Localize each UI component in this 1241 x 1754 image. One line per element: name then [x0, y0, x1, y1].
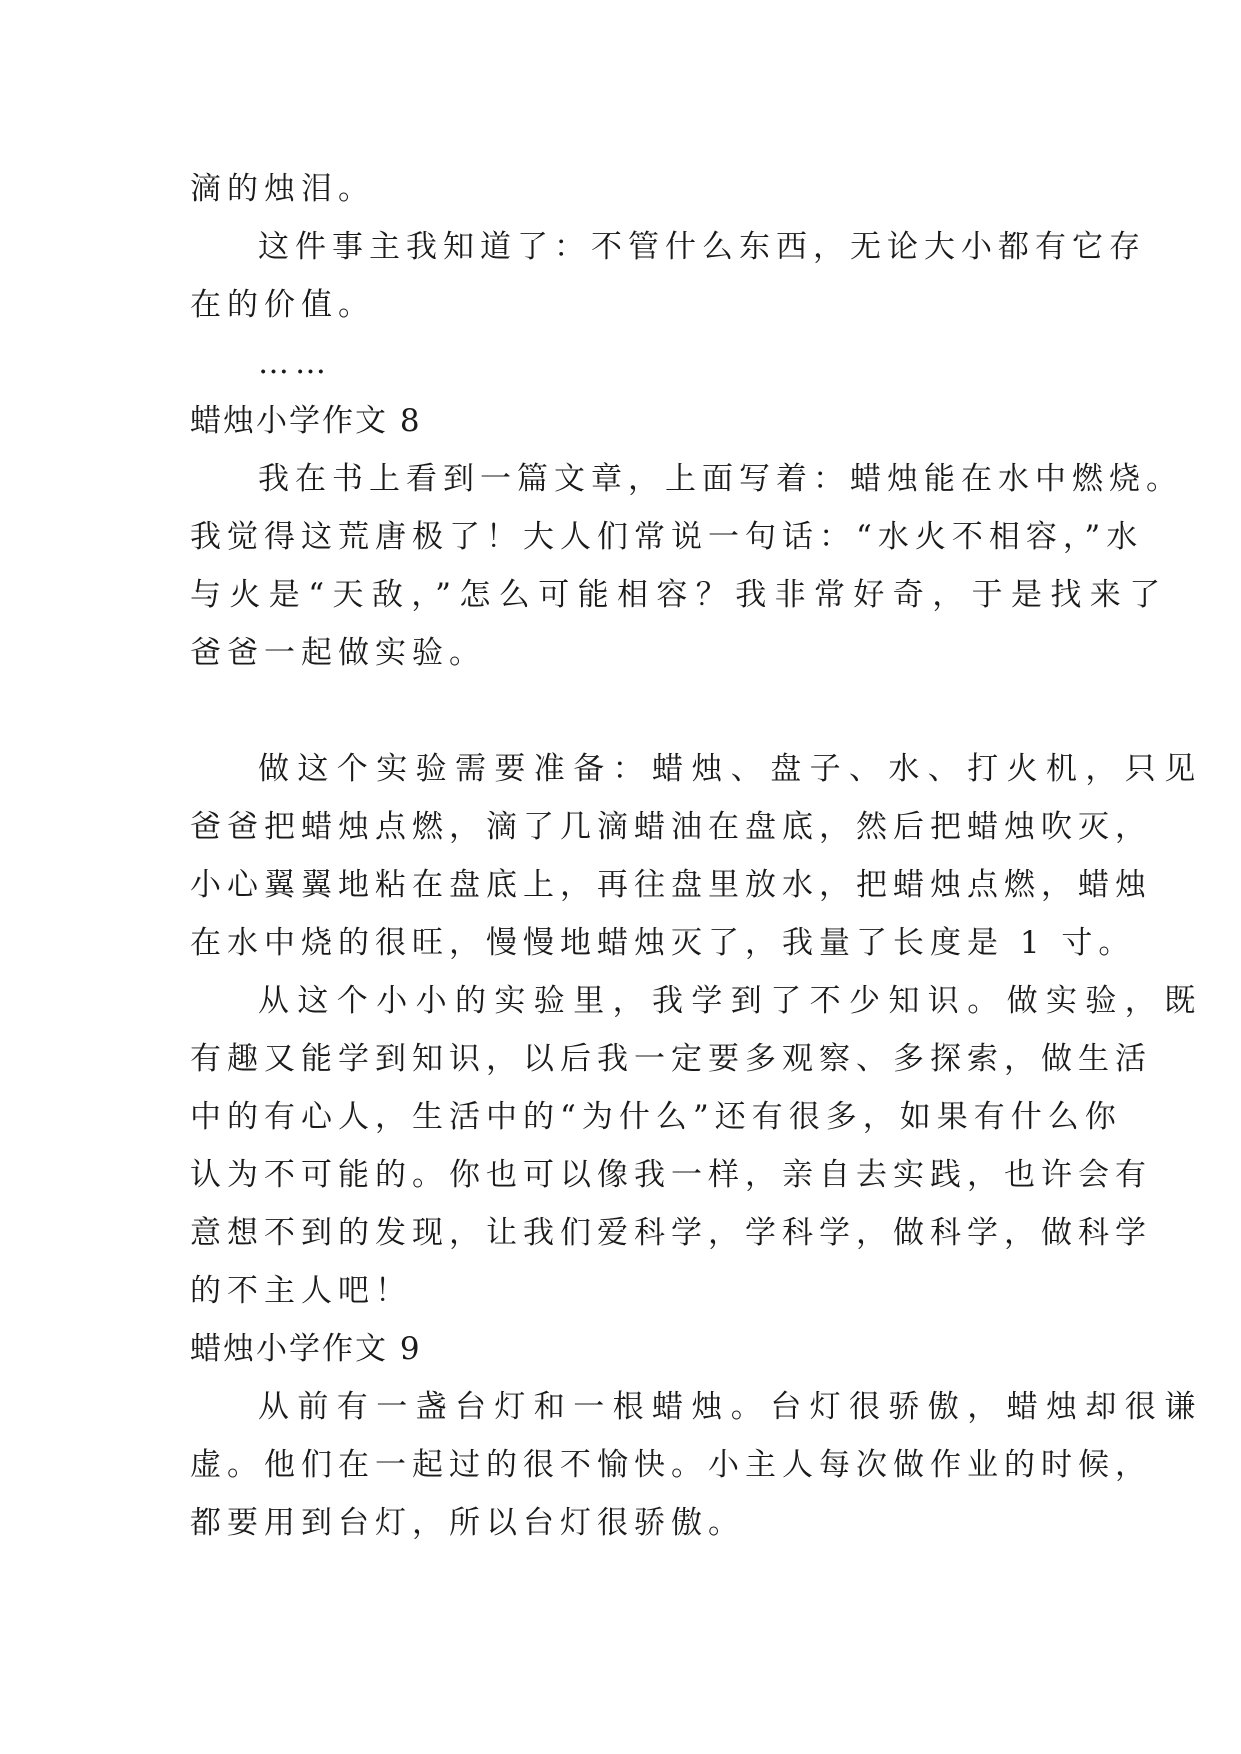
text-line: 虚。他们在一起过的很不愉快。小主人每次做作业的时候， — [190, 1447, 1152, 1483]
paragraph-line: 这件事主我知道了：不管什么东西，无论大小都有它存 — [258, 229, 1146, 265]
paragraph-line: 做这个实验需要准备：蜡烛、盘子、水、打火机，只见 — [258, 751, 1204, 787]
text-line: 爸爸一起做实验。 — [190, 635, 486, 671]
text-line: 爸爸把蜡烛点燃，滴了几滴蜡油在盘底，然后把蜡烛吹灭， — [190, 809, 1152, 845]
text-line: 中的有心人，生活中的“为什么”还有很多，如果有什么你 — [190, 1099, 1122, 1135]
text-line: 滴的烛泪。 — [190, 171, 375, 207]
text-line: 有趣又能学到知识，以后我一定要多观察、多探索，做生活 — [190, 1041, 1152, 1077]
text-line: 与火是“天敌，”怎么可能相容？我非常好奇，于是找来了 — [190, 577, 1169, 613]
text-line: 认为不可能的。你也可以像我一样，亲自去实践，也许会有 — [190, 1157, 1152, 1193]
text-line: 都要用到台灯，所以台灯很骄傲。 — [190, 1505, 745, 1541]
text-line: 意想不到的发现，让我们爱科学，学科学，做科学，做科学 — [190, 1215, 1152, 1251]
text-line: 在的价值。 — [190, 287, 375, 323]
document-page — [190, 160, 1204, 1552]
text-line: 的不主人吧！ — [190, 1273, 412, 1309]
section-heading: 蜡烛小学作文 9 — [190, 1331, 422, 1367]
paragraph-line: 从这个小小的实验里，我学到了不少知识。做实验，既 — [258, 983, 1204, 1019]
text-line: 小心翼翼地粘在盘底上，再往盘里放水，把蜡烛点燃，蜡烛 — [190, 867, 1152, 903]
text-line: 在水中烧的很旺，慢慢地蜡烛灭了，我量了长度是 1 寸。 — [190, 925, 1136, 961]
paragraph-line: 我在书上看到一篇文章，上面写着：蜡烛能在水中燃烧。 — [258, 461, 1183, 497]
section-heading: 蜡烛小学作文 8 — [190, 403, 422, 439]
paragraph-line: 从前有一盏台灯和一根蜡烛。台灯很骄傲，蜡烛却很谦 — [258, 1389, 1204, 1425]
ellipsis-line: …… — [258, 345, 332, 381]
blank-line — [190, 682, 1060, 740]
text-line: 我觉得这荒唐极了！大人们常说一句话：“水火不相容，”水 — [190, 519, 1144, 555]
